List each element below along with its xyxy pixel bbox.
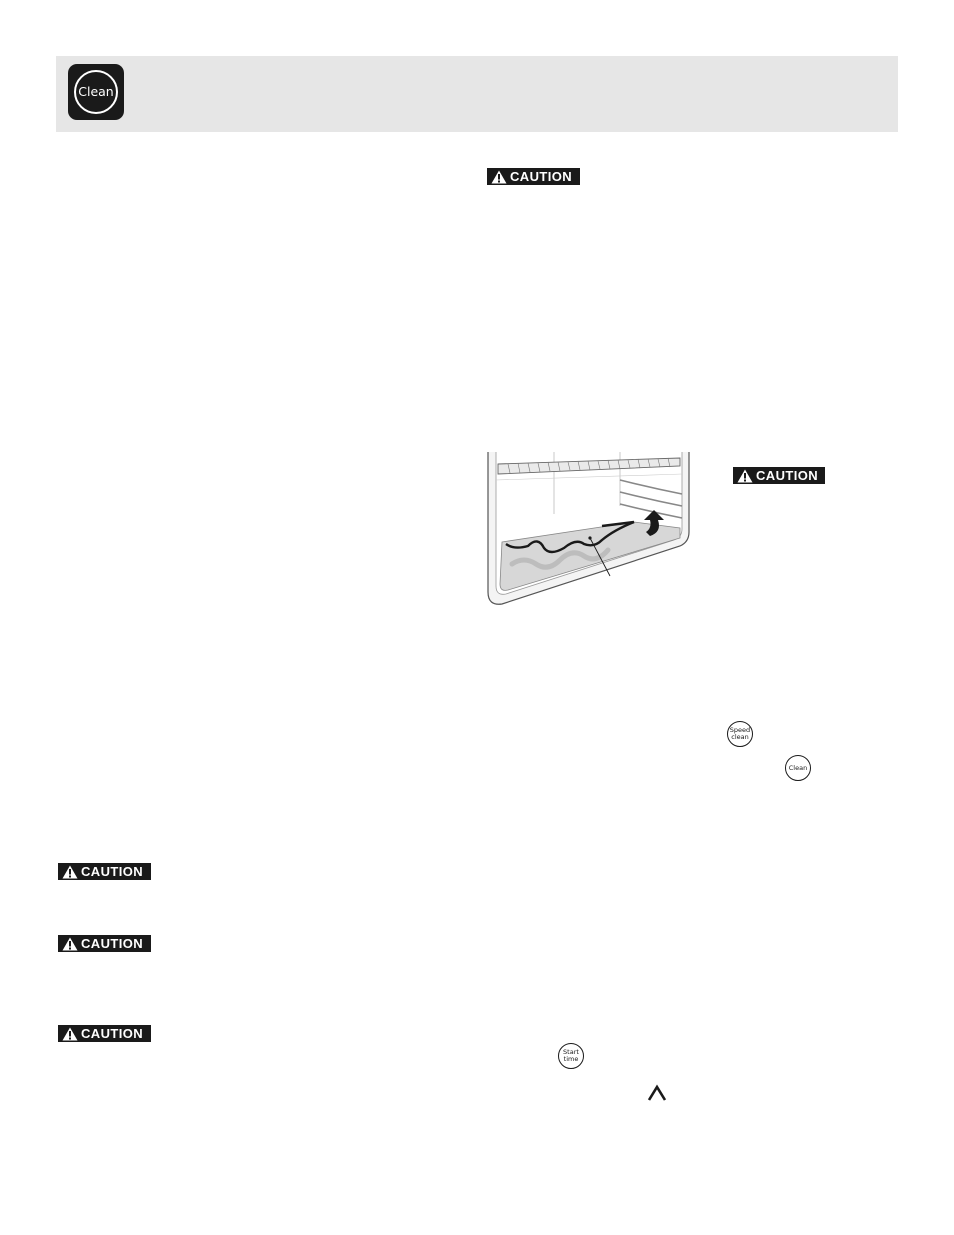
clean-button-icon — [785, 755, 811, 781]
warning-triangle-icon — [62, 937, 78, 951]
caution-text: CAUTION — [81, 936, 144, 951]
oven-interior-illustration — [484, 452, 694, 608]
start-time-line1: Start — [563, 1048, 579, 1056]
section-header-bar — [56, 56, 898, 132]
caution-label-illustration — [733, 467, 825, 484]
start-time-button-icon — [558, 1043, 584, 1069]
caution-label-left-2 — [58, 935, 151, 952]
caution-label-left-3 — [58, 1025, 151, 1042]
warning-triangle-icon — [62, 865, 78, 879]
clean-button-label: Clean — [788, 763, 808, 772]
warning-triangle-icon — [491, 170, 507, 184]
speed-clean-line1: Speed — [729, 726, 751, 734]
warning-triangle-icon — [62, 1027, 78, 1041]
caution-text: CAUTION — [81, 864, 144, 879]
speed-clean-line2: clean — [731, 733, 749, 741]
caution-label-left-1 — [58, 863, 151, 880]
clean-badge-label: Clean — [74, 70, 118, 114]
start-time-line2: time — [563, 1055, 579, 1063]
clean-badge-icon — [68, 64, 124, 120]
caution-text: CAUTION — [81, 1026, 144, 1041]
caution-label-top-right — [487, 168, 580, 185]
caution-text: CAUTION — [510, 169, 573, 184]
speed-clean-button-icon — [727, 721, 753, 747]
up-arrow-icon — [646, 1083, 668, 1103]
warning-triangle-icon — [737, 469, 753, 483]
caution-text: CAUTION — [756, 468, 819, 483]
